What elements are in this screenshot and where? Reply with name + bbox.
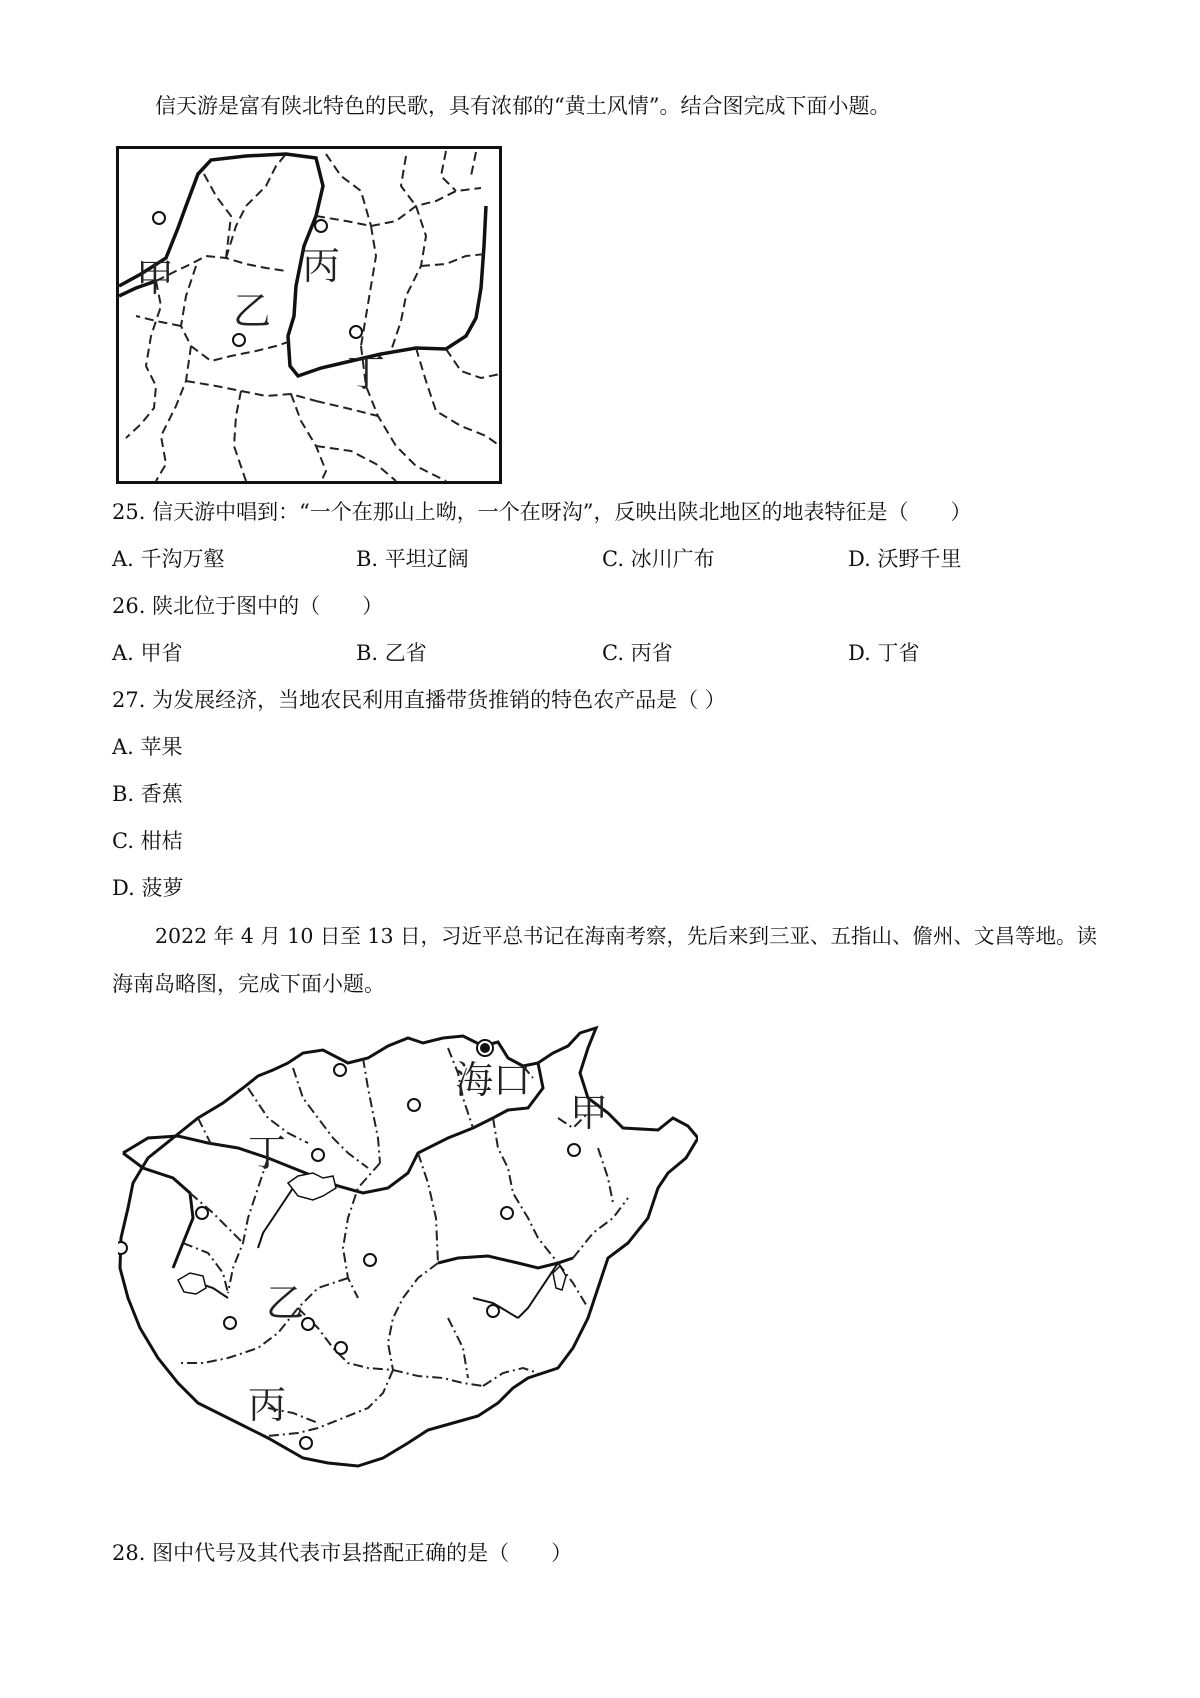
intro-text-2-line1: 2022 年 4 月 10 日至 13 日，习近平总书记在海南考察，先后来到三亚、五指山、儋州、文昌等地。读: [155, 924, 1097, 948]
q26-option-b: B. 乙省: [356, 641, 427, 665]
hainan-map: [118, 1018, 698, 1488]
q26-option-d: D. 丁省: [848, 641, 920, 665]
province-map: [116, 146, 502, 484]
intro-text-1: 信天游是富有陕北特色的民歌，具有浓郁的“黄土风情”。结合图完成下面小题。: [155, 94, 891, 118]
question-27-stem: 27. 为发展经济，当地农民利用直播带货推销的特色农产品是（ ）: [112, 688, 726, 712]
q26-option-a: A. 甲省: [112, 641, 183, 665]
q27-option-d: D. 菠萝: [112, 876, 184, 900]
q25-option-d: D. 沃野千里: [848, 547, 962, 571]
q25-option-b: B. 平坦辽阔: [356, 547, 469, 571]
question-25-stem: 25. 信天游中唱到：“一个在那山上呦，一个在呀沟”，反映出陕北地区的地表特征是（ ）: [112, 500, 972, 524]
question-28-stem: 28. 图中代号及其代表市县搭配正确的是（ ）: [112, 1541, 573, 1565]
map2-label-ding: 丁: [248, 1131, 287, 1175]
map2-label-bing: 丙: [248, 1383, 287, 1427]
map2-label-yi: 乙: [266, 1281, 305, 1325]
map1-label-yi: 乙: [233, 289, 272, 333]
map1-label-ding: 丁: [347, 351, 386, 395]
q25-option-a: A. 千沟万壑: [112, 547, 225, 571]
q27-option-b: B. 香蕉: [112, 782, 183, 806]
map1-label-jia: 甲: [136, 256, 175, 300]
intro-text-2-line2: 海南岛略图，完成下面小题。: [112, 972, 385, 996]
q27-option-a: A. 苹果: [112, 735, 183, 759]
map1-label-bing: 丙: [302, 244, 341, 288]
q27-option-c: C. 柑桔: [112, 829, 183, 853]
map2-label-jia: 甲: [570, 1091, 609, 1135]
map2-label-haikou: 海口: [455, 1058, 532, 1102]
q26-option-c: C. 丙省: [602, 641, 673, 665]
q25-option-c: C. 冰川广布: [602, 547, 715, 571]
question-26-stem: 26. 陕北位于图中的（ ）: [112, 594, 384, 618]
